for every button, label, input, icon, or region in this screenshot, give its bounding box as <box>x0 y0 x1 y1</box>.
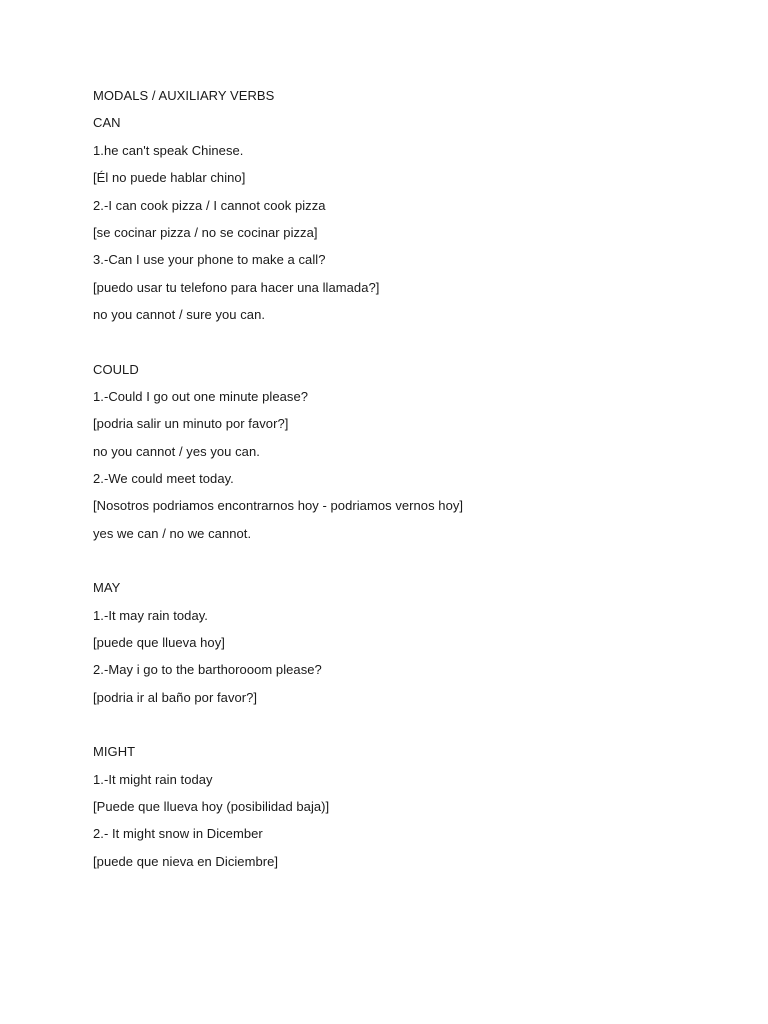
might-line-1: 1.-It might rain today <box>93 771 213 787</box>
can-line-2: [Él no puede hablar chino] <box>93 170 246 186</box>
could-line-1: 1.-Could I go out one minute please? <box>93 388 308 404</box>
section-heading-can: CAN <box>93 115 121 131</box>
section-heading-could: COULD <box>93 361 139 377</box>
section-heading-may: MAY <box>93 580 121 596</box>
can-line-1: 1.he can't speak Chinese. <box>93 142 244 158</box>
could-line-5: [Nosotros podriamos encontrarnos hoy - podriamos vernos hoy] <box>93 498 464 514</box>
might-line-4: [puede que nieva en Diciembre] <box>93 853 279 869</box>
could-line-2: [podria salir un minuto por favor?] <box>93 416 289 432</box>
may-line-1: 1.-It may rain today. <box>93 607 208 623</box>
could-line-3: no you cannot / yes you can. <box>93 443 260 459</box>
may-line-4: [podria ir al baño por favor?] <box>93 689 258 705</box>
might-line-2: [Puede que llueva hoy (posibilidad baja)] <box>93 798 330 814</box>
can-line-4: [se cocinar pizza / no se cocinar pizza] <box>93 224 318 240</box>
section-heading-might: MIGHT <box>93 744 136 760</box>
could-line-4: 2.-We could meet today. <box>93 471 234 487</box>
document-title: MODALS / AUXILIARY VERBS <box>93 88 275 103</box>
section-spacer <box>93 334 733 361</box>
can-line-7: no you cannot / sure you can. <box>93 307 266 323</box>
can-line-5: 3.-Can I use your phone to make a call? <box>93 252 326 268</box>
could-line-6: yes we can / no we cannot. <box>93 525 252 541</box>
section-spacer <box>93 552 733 579</box>
may-line-2: [puede que llueva hoy] <box>93 635 225 651</box>
might-line-3: 2.- It might snow in Dicember <box>93 826 263 842</box>
can-line-3: 2.-I can cook pizza / I cannot cook pizza <box>93 197 326 213</box>
can-line-6: [puedo usar tu telefono para hacer una llamada?] <box>93 279 380 295</box>
document-body <box>93 87 733 880</box>
may-line-3: 2.-May i go to the barthorooom please? <box>93 662 322 678</box>
section-spacer <box>93 716 733 743</box>
